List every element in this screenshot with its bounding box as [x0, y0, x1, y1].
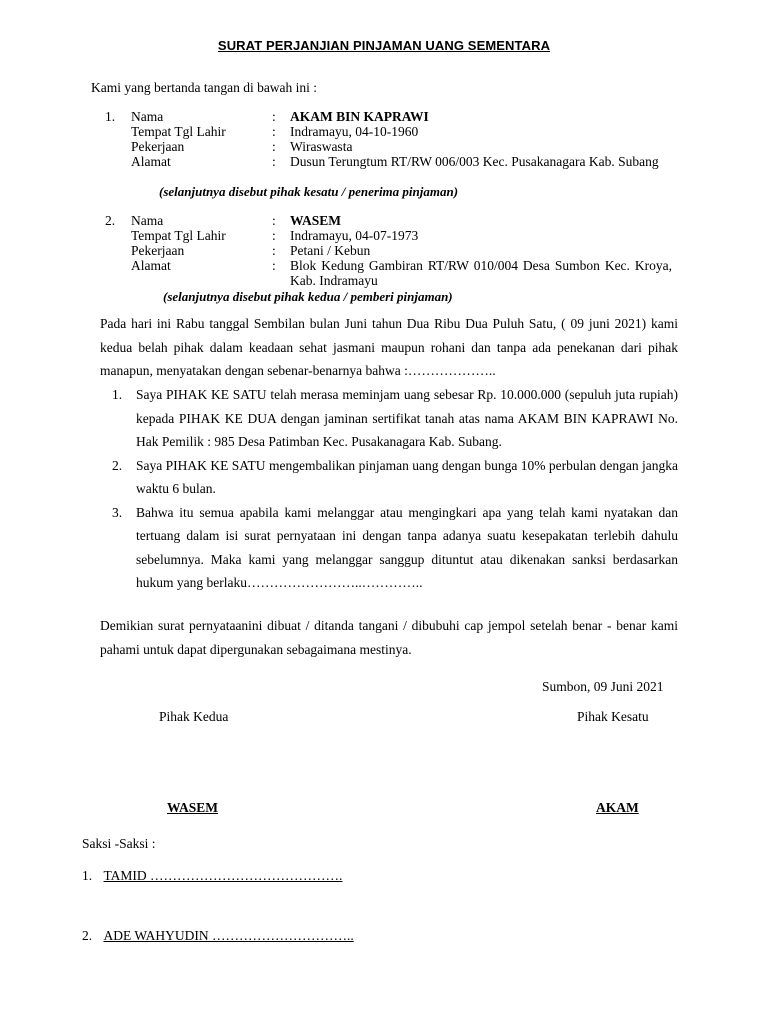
signature-name-left: WASEM [167, 800, 219, 815]
clause-text: Saya PIHAK KE SATU telah merasa meminjam uang sebesar Rp. 10.000.000 (sepuluh juta rupiah) kepada PIHAK KE DUA dengan jaminan sertifikat tanah atas nama AKAM BIN KAPRAWI No. Hak Pemilik : 985 Desa Patimban Kec. Pusakanagara Kab. Subang. [136, 387, 678, 449]
signature-role-left: Pihak Kedua [159, 709, 229, 724]
party-number: 1. [105, 109, 116, 124]
intro-text: Kami yang bertanda tangan di bawah ini : [91, 80, 318, 95]
closing-paragraph: Demikian surat pernyataanini dibuat / ditanda tangani / dibubuhi cap jempol setelah benar - benar kami pahami untuk dapat dipergunakan sebagaimana mestinya. [100, 618, 678, 657]
party-note: (selanjutnya disebut pihak kesatu / penerima pinjaman) [159, 184, 459, 199]
clause-item: 3. Bahwa itu semua apabila kami melanggar atau mengingkari apa yang telah kami nyatakan dan tertuang dalam isi surat pernyataan ini dengan tanpa adanya suatu kesepakatan terlebih dahulu sebelumnya. Maka kami yang melanggar sanggup dituntut atau dikenakan sanksi berdasarkan hukum yang berlaku……………………..………….. [112, 504, 678, 590]
witness-heading: Saksi -Saksi : [82, 836, 156, 851]
witness-name: ADE WAHYUDIN ………………………….. [103, 928, 354, 943]
signature-name-right: AKAM [596, 800, 639, 815]
document-title: SURAT PERJANJIAN PINJAMAN UANG SEMENTARA [217, 38, 551, 53]
clause-text: Bahwa itu semua apabila kami melanggar atau mengingkari apa yang telah kami nyatakan dan tertuang dalam isi surat pernyataan ini dengan tanpa adanya suatu kesepakatan terlebih dahulu sebelumnya. Maka kami yang melanggar sanggup dituntut atau dikenakan sanksi berdasarkan hukum yang berlaku……………………..………….. [136, 504, 678, 590]
witness-item: 2. ADE WAHYUDIN ………………………….. [82, 928, 354, 943]
party-number: 2. [105, 213, 116, 228]
witness-item: 1. TAMID ……………………………………. [82, 868, 343, 883]
clause-list [100, 383, 678, 595]
opening-paragraph: Pada hari ini Rabu tanggal Sembilan bulan Juni tahun Dua Ribu Dua Puluh Satu, ( 09 juni 2021) kami kedua belah pihak dalam keadaan sehat jasmani maupun rohani dan tanpa ada penekanan dari pihak manapun, menyatakan dengan sebenar-benarnya bahwa :……………….. [100, 316, 678, 378]
signature-role-right: Pihak Kesatu [577, 709, 649, 724]
clause-item: 2. Saya PIHAK KE SATU mengembalikan pinjaman uang dengan bunga 10% perbulan dengan jangka waktu 6 bulan. [112, 457, 678, 496]
place-date: Sumbon, 09 Juni 2021 [542, 679, 664, 694]
clause-item: 1. Saya PIHAK KE SATU telah merasa meminjam uang sebesar Rp. 10.000.000 (sepuluh juta rupiah) kepada PIHAK KE DUA dengan jaminan sertifikat tanah atas nama AKAM BIN KAPRAWI No. Hak Pemilik : 985 Desa Patimban Kec. Pusakanagara Kab. Subang. [112, 387, 678, 449]
witness-name: TAMID ……………………………………. [103, 868, 343, 883]
clause-text: Saya PIHAK KE SATU mengembalikan pinjaman uang dengan bunga 10% perbulan dengan jangka waktu 6 bulan. [136, 457, 678, 496]
party-note: (selanjutnya disebut pihak kedua / pemberi pinjaman) [163, 289, 453, 304]
